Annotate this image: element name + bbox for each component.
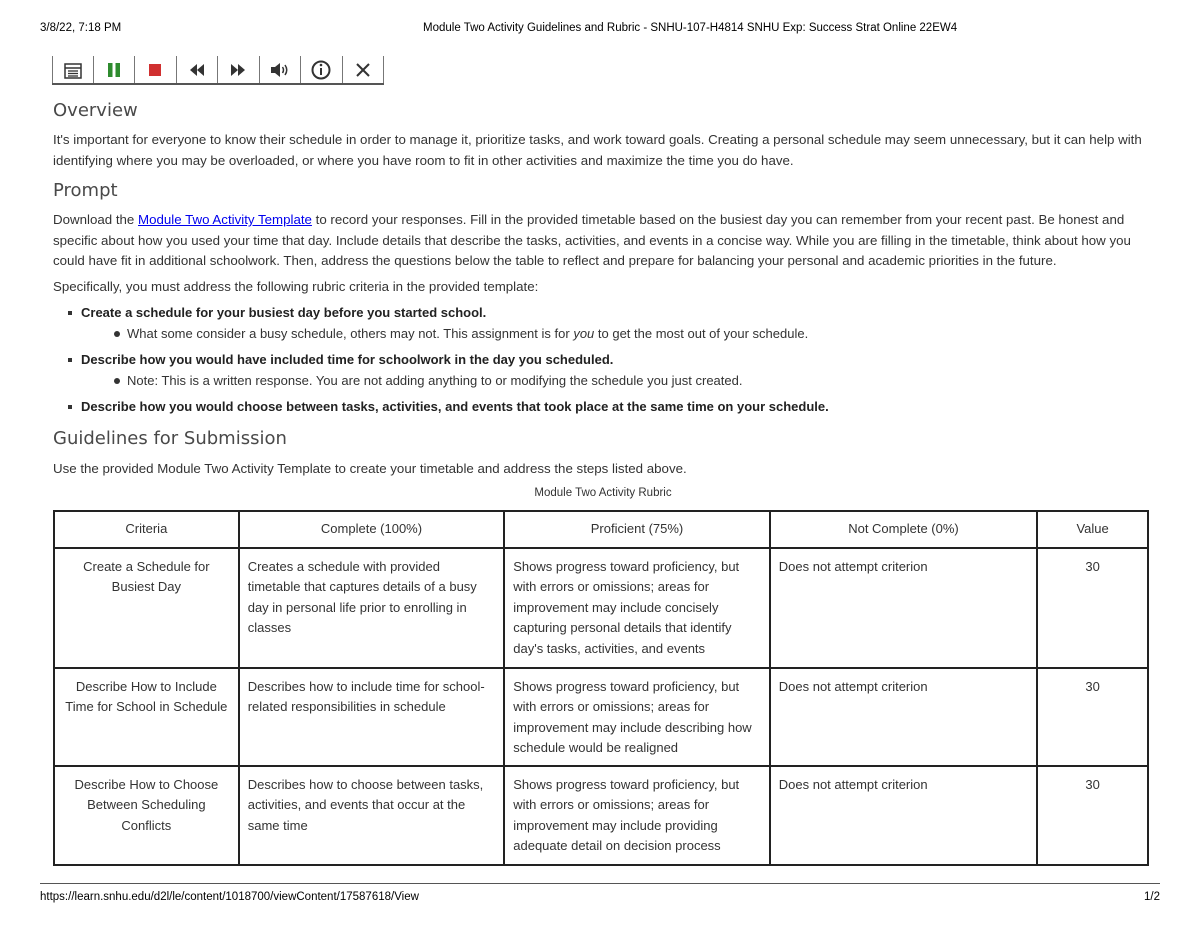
rubric-header-value: Value: [1037, 511, 1148, 548]
print-header: [40, 22, 1160, 38]
criteria-sub-list: [127, 371, 1153, 391]
print-url: https://learn.snhu.edu/d2l/le/content/1018700/viewContent/17587618/View: [40, 891, 419, 903]
complete-cell: Describes how to choose between tasks, activities, and events that occur at the same time: [239, 766, 505, 865]
guidelines-heading: Guidelines for Submission: [53, 428, 287, 449]
criteria-item: [81, 397, 1153, 417]
print-page-title: Module Two Activity Guidelines and Rubric - SNHU-107-H4814 SNHU Exp: Success Strat Online 22EW4: [423, 22, 958, 34]
print-date: 3/8/22, 7:18 PM: [40, 22, 122, 34]
fast-forward-icon: [230, 63, 246, 77]
table-row: [54, 766, 1148, 865]
proficient-cell: Shows progress toward proficiency, but with errors or omissions; areas for improvement may include providing adequate detail on decision process: [504, 766, 770, 865]
criteria-sub-text-end: to get the most out of your schedule.: [594, 326, 809, 341]
not-complete-cell: Does not attempt criterion: [770, 668, 1037, 766]
menu-icon: [64, 61, 82, 79]
criteria-item-text: Describe how you would have included time for schoolwork in the day you scheduled.: [81, 352, 614, 367]
table-row: [54, 548, 1148, 668]
rubric-header-row: [54, 511, 1148, 548]
info-button[interactable]: [301, 56, 343, 83]
criteria-item: [81, 303, 1153, 344]
rubric-header-not-complete: Not Complete (0%): [770, 511, 1037, 548]
overview-text: It's important for everyone to know their schedule in order to manage it, prioritize tasks, and work toward goals. Creating a personal schedule may seem unnecessary, but it can help with identifying where you may be overloaded, or where you have room to fit in other activities and maximize the time you do have.: [53, 132, 1142, 168]
rewind-icon: [189, 63, 205, 77]
value-cell: 30: [1037, 766, 1148, 865]
criteria-cell: Create a Schedule for Busiest Day: [54, 548, 239, 668]
criteria-sub-text: What some consider a busy schedule, others may not. This assignment is for: [127, 326, 574, 341]
rubric-header-criteria: Criteria: [54, 511, 239, 548]
value-cell: 30: [1037, 668, 1148, 766]
rubric-header-proficient: Proficient (75%): [504, 511, 770, 548]
rewind-button[interactable]: [177, 56, 219, 83]
criteria-item-text: Describe how you would choose between tasks, activities, and events that took place at the same time on your schedule.: [81, 399, 829, 414]
pause-icon: [106, 62, 122, 78]
rubric-table: [53, 510, 1149, 866]
value-cell: 30: [1037, 548, 1148, 668]
rubric-caption: Module Two Activity Rubric: [534, 486, 672, 499]
fast-forward-button[interactable]: [218, 56, 260, 83]
main-content: [53, 98, 1153, 866]
not-complete-cell: Does not attempt criterion: [770, 548, 1037, 668]
criteria-sub-item: Note: This is a written response. You are not adding anything to or modifying the schedule you just created.: [127, 371, 1153, 391]
stop-button[interactable]: [135, 56, 177, 83]
criteria-item: [81, 350, 1153, 391]
not-complete-cell: Does not attempt criterion: [770, 766, 1037, 865]
table-row: [54, 668, 1148, 766]
info-icon: [311, 60, 331, 80]
volume-button[interactable]: [260, 56, 302, 83]
criteria-sub-list: [127, 324, 1153, 344]
menu-button[interactable]: [52, 56, 94, 83]
complete-cell: Creates a schedule with provided timetable that captures details of a busy day in personal life prior to enrolling in classes: [239, 548, 505, 668]
rubric-criteria-list: [81, 303, 1153, 417]
pause-button[interactable]: [94, 56, 136, 83]
criteria-cell: Describe How to Choose Between Scheduling Conflicts: [54, 766, 239, 865]
stop-icon: [148, 63, 162, 77]
criteria-sub-item: [127, 324, 1153, 344]
volume-icon: [270, 62, 290, 78]
prompt-heading: Prompt: [53, 180, 118, 201]
rubric-header-complete: Complete (100%): [239, 511, 505, 548]
module-two-template-link[interactable]: Module Two Activity Template: [138, 212, 312, 227]
close-icon: [356, 63, 370, 77]
prompt-text: [53, 210, 1153, 272]
criteria-cell: Describe How to Include Time for School in Schedule: [54, 668, 239, 766]
specifically-text: Specifically, you must address the following rubric criteria in the provided template:: [53, 278, 539, 294]
complete-cell: Describes how to include time for school-related responsibilities in schedule: [239, 668, 505, 766]
criteria-sub-emphasis: you: [573, 326, 595, 341]
close-button[interactable]: [343, 56, 385, 83]
guidelines-text: Use the provided Module Two Activity Template to create your timetable and address the steps listed above.: [53, 461, 687, 476]
proficient-cell: Shows progress toward proficiency, but with errors or omissions; areas for improvement may include concisely capturing personal details that identify day's tasks, activities, and events: [504, 548, 770, 668]
page-number: 1/2: [1144, 891, 1160, 903]
print-footer: [40, 883, 1160, 903]
prompt-text-before-link: Download the: [53, 212, 139, 227]
overview-heading: Overview: [53, 100, 138, 121]
criteria-item-text: Create a schedule for your busiest day before you started school.: [81, 305, 487, 320]
read-aloud-toolbar: [52, 56, 384, 85]
prompt-text-after-link: to record your responses. Fill in the provided timetable based on the busiest day you can remember from your recent past. Be honest and specific about how you used your time that day. Include details that describe the tasks, activities, and events in a concise way. While you are filling in the timetable, think about how you could have fit in additional schoolwork. Then, address the questions below the table to reflect and prepare for balancing your personal and academic priorities in the future.: [53, 212, 1131, 268]
proficient-cell: Shows progress toward proficiency, but with errors or omissions; areas for improvement may include describing how schedule would be realigned: [504, 668, 770, 766]
